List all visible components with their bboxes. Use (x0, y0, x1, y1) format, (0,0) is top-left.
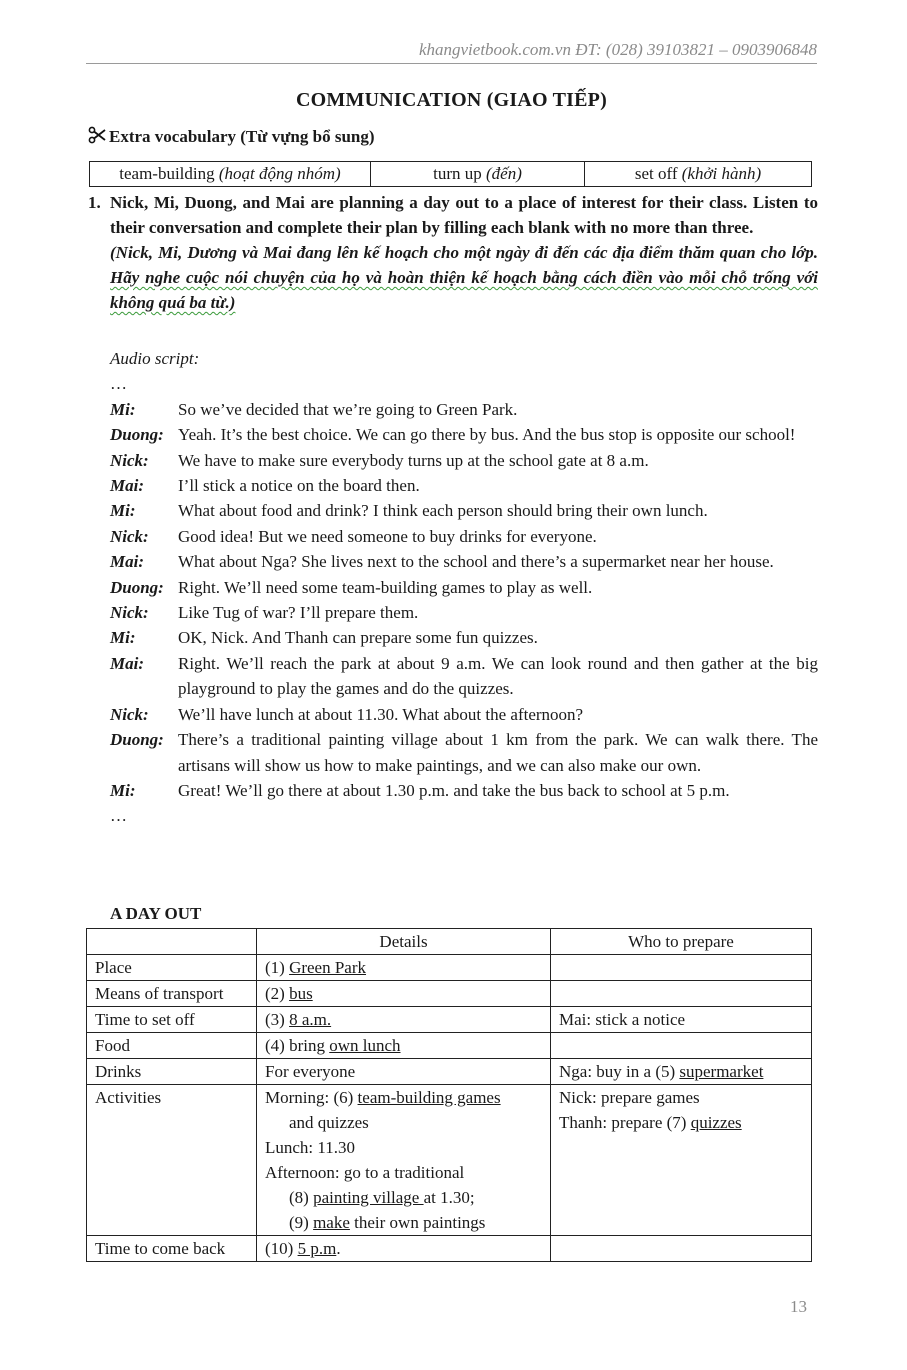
table-row (87, 1059, 812, 1085)
row-label: Food (87, 1033, 257, 1059)
speaker-name: Nick: (110, 526, 149, 546)
column-header (87, 929, 257, 955)
audio-script-label: Audio script: (110, 349, 200, 368)
speaker-name: Nick: (110, 603, 149, 623)
vocab-cell: set off (khởi hành) (585, 162, 812, 187)
dialogue-text: Great! We’ll go there at about 1.30 p.m. and take the bus back to school at 5 p.m. (178, 780, 730, 800)
dialogue-text: I’ll stick a notice on the board then. (178, 476, 420, 496)
vocab-cell: turn up (đến) (371, 162, 585, 187)
question-english: Nick, Mi, Duong, and Mai are planning a day out to a place of interest for their class. Listen to their conversation and complete their plan by filling each blank with no more than three. (110, 193, 818, 237)
speaker-name: Duong: (110, 425, 164, 445)
dialogue-line (110, 651, 818, 702)
dialogue-text: Like Tug of war? I’ll prepare them. (178, 603, 419, 623)
row-label: Place (87, 955, 257, 981)
dialogue-line (110, 702, 818, 727)
detail-cell: (2) bus (257, 981, 551, 1007)
who-cell (551, 955, 812, 981)
column-header: Who to prepare (551, 929, 812, 955)
ellipsis: … (110, 374, 127, 394)
plan-title: A DAY OUT (110, 904, 202, 923)
dialogue-text: Yeah. It’s the best choice. We can go there by bus. And the bus stop is opposite our school! (178, 425, 796, 445)
dialogue-line (110, 727, 818, 778)
who-cell (551, 1033, 812, 1059)
table-row (87, 1033, 812, 1059)
row-label: Drinks (87, 1059, 257, 1085)
vocab-table (89, 161, 812, 187)
scissors-icon (88, 126, 106, 144)
page-header: khangvietbook.com.vn ĐT: (028) 39103821 – 0903906848 (418, 40, 817, 59)
speaker-name: Nick: (110, 704, 149, 724)
question-vietnamese: (Nick, Mi, Dương và Mai đang lên kế hoạch cho một ngày đi đến các địa điểm thăm quan cho lớp. Hãy nghe cuộc nói chuyện của họ và hoàn thiện kế hoạch bằng cách điền vào mỗi chỗ trống với không quá ba từ.) (110, 243, 818, 312)
dialogue-line (110, 524, 818, 549)
speaker-name: Mi: (110, 628, 136, 648)
page-number: 13 (790, 1297, 807, 1316)
column-header: Details (257, 929, 551, 955)
dialogue-line (110, 473, 818, 498)
who-cell: Nick: prepare games Thanh: prepare (7) quizzes (551, 1085, 812, 1236)
table-row (87, 981, 812, 1007)
dialogue-line (110, 422, 818, 447)
speaker-name: Mi: (110, 780, 136, 800)
dialogue-line (110, 600, 818, 625)
who-cell (551, 1236, 812, 1262)
row-label: Activities (87, 1085, 257, 1236)
dialogue-text: Good idea! But we need someone to buy drinks for everyone. (178, 526, 597, 546)
dialogue-line (110, 448, 818, 473)
vocab-heading (88, 126, 375, 147)
detail-cell: (4) bring own lunch (257, 1033, 551, 1059)
dialogue-line (110, 575, 818, 600)
dialogue-line (110, 498, 818, 523)
speaker-name: Mai: (110, 653, 144, 673)
question-1 (88, 190, 818, 315)
dialogue-text: What about food and drink? I think each person should bring their own lunch. (178, 501, 708, 521)
vocab-cell: team-building (hoạt động nhóm) (90, 162, 371, 187)
ellipsis: … (110, 806, 127, 826)
question-number: 1. (88, 193, 101, 212)
speaker-name: Duong: (110, 577, 164, 597)
who-cell (551, 981, 812, 1007)
dialogue (110, 397, 818, 804)
dialogue-line (110, 778, 818, 803)
detail-cell: (10) 5 p.m. (257, 1236, 551, 1262)
dialogue-line (110, 625, 818, 650)
row-label: Means of transport (87, 981, 257, 1007)
table-row (87, 1007, 812, 1033)
plan-table (86, 928, 812, 1262)
speaker-name: Nick: (110, 450, 149, 470)
dialogue-text: There’s a traditional painting village about 1 km from the park. We can walk there. The artisans will show us how to make paintings, and we can also make our own. (178, 730, 818, 775)
table-row (87, 955, 812, 981)
speaker-name: Mi: (110, 399, 136, 419)
dialogue-text: We’ll have lunch at about 11.30. What about the afternoon? (178, 704, 584, 724)
speaker-name: Mi: (110, 501, 136, 521)
vocab-heading-text: Extra vocabulary (Từ vựng bổ sung) (109, 127, 375, 146)
speaker-name: Mai: (110, 476, 144, 496)
detail-cell: For everyone (257, 1059, 551, 1085)
dialogue-text: OK, Nick. And Thanh can prepare some fun quizzes. (178, 628, 538, 648)
dialogue-text: What about Nga? She lives next to the school and there’s a supermarket near her house. (178, 552, 774, 572)
audio-script (110, 346, 818, 829)
dialogue-line (110, 549, 818, 574)
table-header-row (87, 929, 812, 955)
speaker-name: Duong: (110, 730, 164, 750)
detail-cell: (3) 8 a.m. (257, 1007, 551, 1033)
row-label: Time to come back (87, 1236, 257, 1262)
speaker-name: Mai: (110, 552, 144, 572)
dialogue-line (110, 397, 818, 422)
who-cell: Mai: stick a notice (551, 1007, 812, 1033)
header-divider (86, 63, 817, 64)
detail-cell: (1) Green Park (257, 955, 551, 981)
row-label: Time to set off (87, 1007, 257, 1033)
who-cell: Nga: buy in a (5) supermarket (551, 1059, 812, 1085)
dialogue-text: So we’ve decided that we’re going to Green Park. (178, 399, 518, 419)
dialogue-text: We have to make sure everybody turns up at the school gate at 8 a.m. (178, 450, 649, 470)
table-row (87, 1085, 812, 1236)
section-title: COMMUNICATION (GIAO TIẾP) (296, 89, 607, 111)
detail-cell: Morning: (6) team-building games and quizzes Lunch: 11.30 Afternoon: go to a traditional (8) painting village at 1.30; (9) make their own paintings (257, 1085, 551, 1236)
table-row (87, 1236, 812, 1262)
dialogue-text: Right. We’ll reach the park at about 9 a.m. We can look round and then gather at the big playground to play the games and do the quizzes. (178, 653, 818, 699)
dialogue-text: Right. We’ll need some team-building games to play as well. (178, 577, 593, 597)
